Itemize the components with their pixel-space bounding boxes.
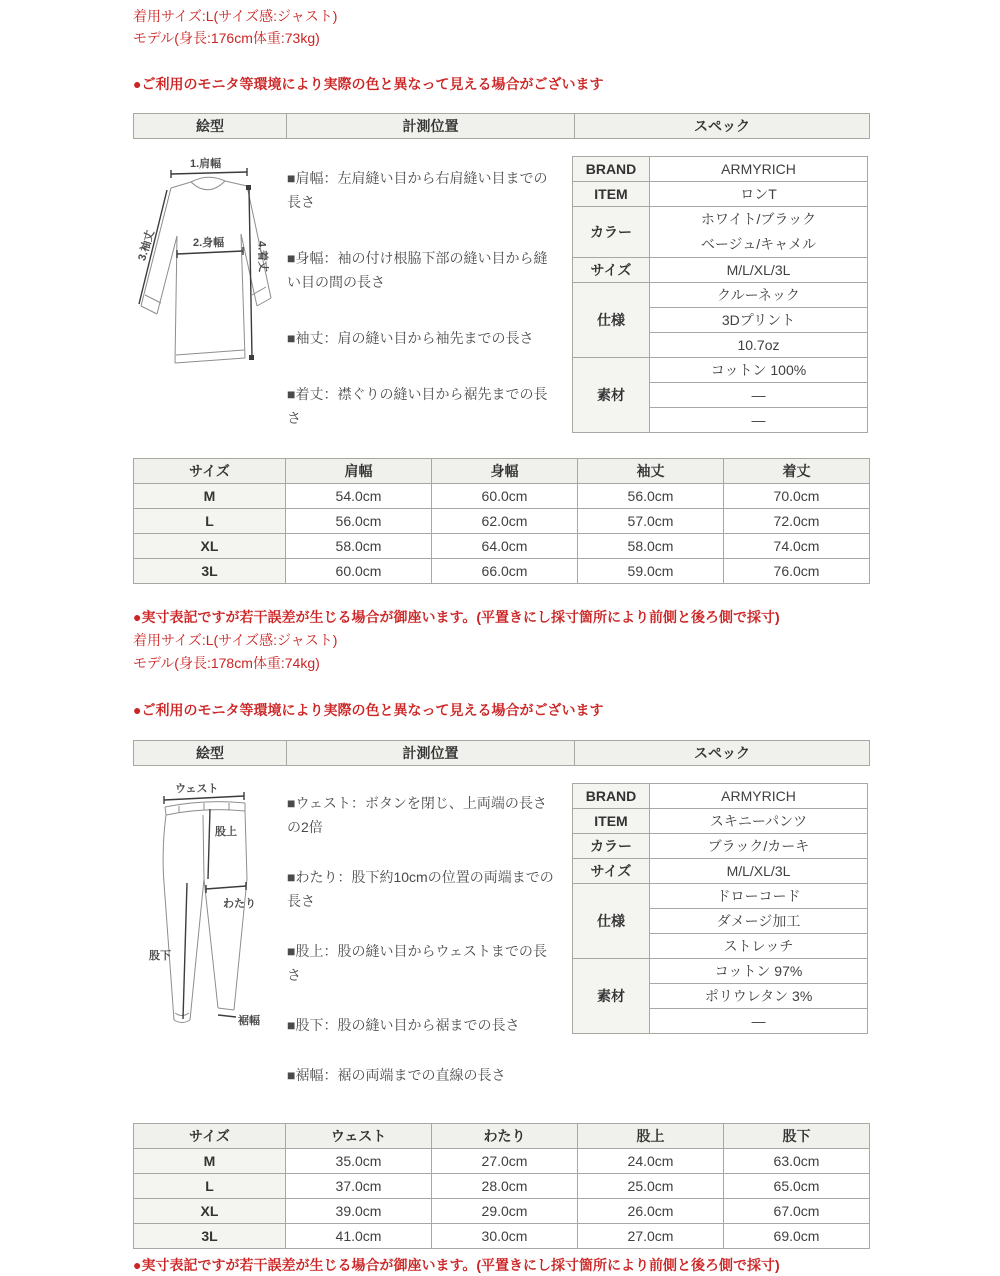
pants-model-info-note: モデル(身長:178cm体重:74kg) [133,655,320,671]
shirt-label-body-width: 2.身幅 [193,237,225,249]
spec-value-material1: コットン 100% [650,358,868,383]
spec-value-feature3: ストレッチ [650,934,868,959]
shirt-columns-header [133,113,870,139]
spec-label-brand: BRAND [573,784,650,809]
measurement-item: ■ウェスト：ボタンを閉じ、上両端の長さの2倍 [287,795,547,835]
pants-measurement-descriptions [285,783,572,1113]
spec-value-feature1: クルーネック [650,283,868,308]
measurement-item: ■わたり：股下約10cmの位置の両端までの長さ [287,869,554,909]
size-header-sleeve: 袖丈 [578,459,724,484]
spec-value-size: M/L/XL/3L [650,258,868,283]
spec-value-material2: ポリウレタン 3% [650,984,868,1009]
shirt-label-shoulder: 1.肩幅 [190,158,222,170]
table-row: M 35.0cm 27.0cm 24.0cm 63.0cm [134,1149,870,1174]
size-header-thigh: わたり [432,1124,578,1149]
spec-label-item: ITEM [573,809,650,834]
size-header-inseam: 股下 [724,1124,870,1149]
pants-size-table [133,1123,870,1249]
column-header-position: 計測位置 [287,741,575,765]
table-row: M 54.0cm 60.0cm 56.0cm 70.0cm [134,484,870,509]
spec-value-color: ブラック/カーキ [650,834,868,859]
spec-value-size: M/L/XL/3L [650,859,868,884]
table-row: 3L 41.0cm 30.0cm 27.0cm 69.0cm [134,1224,870,1249]
spec-label-color: カラー [573,207,650,258]
spec-value-material1: コットン 97% [650,959,868,984]
spec-color-line2: ベージュ/キャメル [700,236,817,252]
spec-value-color [650,207,868,258]
shirt-monitor-note: ●ご利用のモニタ等環境により実際の色と異なって見える場合がございます [133,76,604,92]
measurement-item: ■裾幅：裾の両端までの直線の長さ [287,1067,506,1083]
pants-monitor-note: ●ご利用のモニタ等環境により実際の色と異なって見える場合がございます [133,702,604,718]
size-header-body: 身幅 [432,459,578,484]
measurement-item: ■肩幅：左肩縫い目から右肩縫い目までの長さ [287,170,548,210]
table-row: XL 58.0cm 64.0cm 58.0cm 74.0cm [134,534,870,559]
measurement-item: ■着丈：襟ぐりの縫い目から裾先までの長さ [287,386,548,426]
pants-diagram [133,783,285,1113]
size-header-length: 着丈 [724,459,870,484]
spec-label-feature: 仕様 [573,884,650,959]
pants-label-inseam: 股下 [149,950,171,962]
spec-label-brand: BRAND [573,157,650,182]
spec-value-material3: — [650,408,868,433]
size-header-rise: 股上 [578,1124,724,1149]
pants-accuracy-note-block [133,1254,870,1276]
shirt-diagram [133,156,285,433]
table-row: L 56.0cm 62.0cm 57.0cm 72.0cm [134,509,870,534]
size-header-shoulder: 肩幅 [286,459,432,484]
measurement-item: ■身幅：袖の付け根脇下部の縫い目から縫い目の間の長さ [287,250,548,290]
pants-label-waist: ウェスト [175,783,219,795]
shirt-wear-size-note: 着用サイズ:L(サイズ感:ジャスト) [133,8,338,24]
shirt-spec-table [572,156,868,433]
spec-label-material: 素材 [573,358,650,433]
size-table-header-row [134,459,870,484]
pants-spec [572,783,870,1113]
pants-label-rise: 股上 [215,826,237,838]
shirt-model-notes [133,5,870,95]
table-row: 3L 60.0cm 66.0cm 59.0cm 76.0cm [134,559,870,584]
spec-value-feature1: ドローコード [650,884,868,909]
column-header-pattern: 絵型 [134,741,287,765]
spec-value-item: ロンT [650,182,868,207]
measurement-item: ■袖丈：肩の縫い目から袖先までの長さ [287,330,534,346]
spec-label-color: カラー [573,834,650,859]
table-row: XL 39.0cm 29.0cm 26.0cm 67.0cm [134,1199,870,1224]
spec-value-feature2: 3Dプリント [650,308,868,333]
shirt-model-info-note: モデル(身長:176cm体重:73kg) [133,30,320,46]
pants-accuracy-note: ●実寸表記ですが若干誤差が生じる場合が御座います。(平置きにし採寸箇所により前側と後ろ側で採寸) [133,1257,780,1273]
pants-columns-header [133,740,870,766]
pants-label-hem: 裾幅 [238,1015,260,1027]
spec-label-feature: 仕様 [573,283,650,358]
column-header-spec: スペック [694,118,750,134]
size-header-size: サイズ [134,459,286,484]
measurement-item: ■股上：股の縫い目からウェストまでの長さ [287,943,547,983]
size-table-header-row [134,1124,870,1149]
spec-value-feature2: ダメージ加工 [650,909,868,934]
spec-label-size: サイズ [573,258,650,283]
spec-color-line1: ホワイト/ブラック [700,211,817,227]
column-header-spec: スペック [694,745,750,761]
spec-label-material: 素材 [573,959,650,1034]
pants-model-notes [133,606,870,722]
shirt-label-length: 4.着丈 [255,240,269,273]
shirt-accuracy-note: ●実寸表記ですが若干誤差が生じる場合が御座います。(平置きにし採寸箇所により前側と後ろ側で採寸) [133,609,780,625]
spec-value-brand: ARMYRICH [650,157,868,182]
column-header-position: 計測位置 [287,114,575,138]
shirt-detail-row [133,156,870,433]
spec-value-item: スキニーパンツ [650,809,868,834]
shirt-label-sleeve: 3.袖丈 [136,228,157,263]
pants-detail-row [133,783,870,1113]
spec-label-size: サイズ [573,859,650,884]
spec-value-feature3: 10.7oz [650,333,868,358]
table-row: L 37.0cm 28.0cm 25.0cm 65.0cm [134,1174,870,1199]
pants-wear-size-note: 着用サイズ:L(サイズ感:ジャスト) [133,632,338,648]
pants-spec-table [572,783,868,1034]
pants-sketch-image [133,783,285,1043]
shirt-sketch-image [133,156,285,394]
size-header-size: サイズ [134,1124,286,1149]
spec-label-item: ITEM [573,182,650,207]
spec-value-material3: — [650,1009,868,1034]
column-header-pattern: 絵型 [134,114,287,138]
shirt-measurement-descriptions [285,156,572,433]
size-header-waist: ウェスト [286,1124,432,1149]
spec-value-brand: ARMYRICH [650,784,868,809]
shirt-spec [572,156,870,433]
pants-label-thigh: わたり [223,898,256,910]
shirt-size-table [133,458,870,584]
measurement-item: ■股下：股の縫い目から裾までの長さ [287,1017,520,1033]
spec-value-material2: — [650,383,868,408]
